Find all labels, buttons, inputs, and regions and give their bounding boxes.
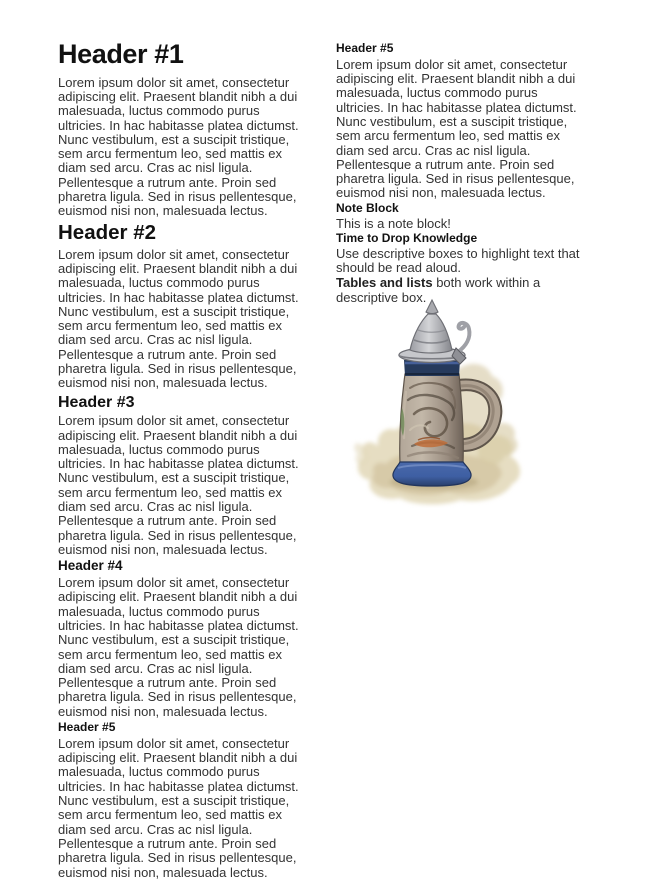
beer-stein-illustration: [348, 296, 528, 508]
lid-finial: [426, 300, 438, 314]
section-6: [336, 42, 587, 201]
drop-knowledge-label: Time to Drop Knowledge: [336, 230, 478, 245]
section-5-paragraph: Lorem ipsum dolor sit amet, consectetur adipiscing elit. Praesent blandit nibh a dui malesuada, luctus commodo purus ultricies. In hac habitasse platea dictumst. Nunc vestibulum, est a suscipit tristique, sem arcu fermentum leo, sed mattis ex diam sed arcu. Cras ac nisl ligula. Pellentesque a rutrum ante. Proin sed pharetra ligula. Sed in risus pellentesque, euismod nisi non, malesuada lectus.: [58, 735, 299, 880]
right-column: [336, 40, 587, 306]
section-5-heading: Header #5: [58, 720, 116, 735]
tables-note-rest: both work within a descriptive box.: [336, 275, 541, 305]
section-6-heading: Header #5: [336, 41, 394, 55]
section-3-paragraph: Lorem ipsum dolor sit amet, consectetur adipiscing elit. Praesent blandit nibh a dui malesuada, luctus commodo purus ultricies. In hac habitasse platea dictumst. Nunc vestibulum, est a suscipit tristique, sem arcu fermentum leo, sed mattis ex diam sed arcu. Cras ac nisl ligula. Pellentesque a rutrum ante. Proin sed pharetra ligula. Sed in risus pellentesque, euismod nisi non, malesuada lectus.: [58, 413, 299, 557]
stein-base: [393, 462, 471, 486]
note-block-text: This is a note block!: [336, 215, 451, 231]
section-1-paragraph: Lorem ipsum dolor sit amet, consectetur adipiscing elit. Praesent blandit nibh a dui malesuada, luctus commodo purus ultricies. In hac habitasse platea dictumst. Nunc vestibulum, est a suscipit tristique, sem arcu fermentum leo, sed mattis ex diam sed arcu. Cras ac nisl ligula. Pellentesque a rutrum ante. Proin sed pharetra ligula. Sed in risus pellentesque, euismod nisi non, malesuada lectus.: [58, 74, 299, 219]
thumb-lever: [458, 323, 469, 352]
section-2: [58, 222, 310, 391]
tables-note-bold-lead: Tables and lists: [336, 275, 433, 291]
section-4-paragraph: Lorem ipsum dolor sit amet, consectetur adipiscing elit. Praesent blandit nibh a dui malesuada, luctus commodo purus ultricies. In hac habitasse platea dictumst. Nunc vestibulum, est a suscipit tristique, sem arcu fermentum leo, sed mattis ex diam sed arcu. Cras ac nisl ligula. Pellentesque a rutrum ante. Proin sed pharetra ligula. Sed in risus pellentesque, euismod nisi non, malesuada lectus.: [58, 575, 299, 719]
section-3: [58, 394, 310, 558]
section-3-heading: Header #3: [58, 393, 135, 411]
section-2-heading: Header #2: [58, 220, 157, 244]
section-1: [58, 40, 310, 219]
left-column: [58, 40, 310, 881]
section-4: [58, 559, 310, 719]
beer-stein-svg: [348, 296, 528, 508]
section-4-heading: Header #4: [58, 558, 123, 574]
stein-lid: [399, 300, 469, 364]
section-2-paragraph: Lorem ipsum dolor sit amet, consectetur adipiscing elit. Praesent blandit nibh a dui malesuada, luctus commodo purus ultricies. In hac habitasse platea dictumst. Nunc vestibulum, est a suscipit tristique, sem arcu fermentum leo, sed mattis ex diam sed arcu. Cras ac nisl ligula. Pellentesque a rutrum ante. Proin sed pharetra ligula. Sed in risus pellentesque, euismod nisi non, malesuada lectus.: [58, 246, 299, 391]
drop-knowledge-text: Use descriptive boxes to highlight text that should be read aloud.: [336, 245, 580, 275]
stein-body: [400, 374, 464, 464]
section-1-heading: Header #1: [58, 39, 184, 69]
section-5: [58, 721, 310, 880]
section-6-paragraph: Lorem ipsum dolor sit amet, consectetur adipiscing elit. Praesent blandit nibh a dui malesuada, luctus commodo purus ultricies. In hac habitasse platea dictumst. Nunc vestibulum, est a suscipit tristique, sem arcu fermentum leo, sed mattis ex diam sed arcu. Cras ac nisl ligula. Pellentesque a rutrum ante. Proin sed pharetra ligula. Sed in risus pellentesque, euismod nisi non, malesuada lectus.: [336, 56, 577, 201]
note-block-label: Note Block: [336, 200, 399, 215]
